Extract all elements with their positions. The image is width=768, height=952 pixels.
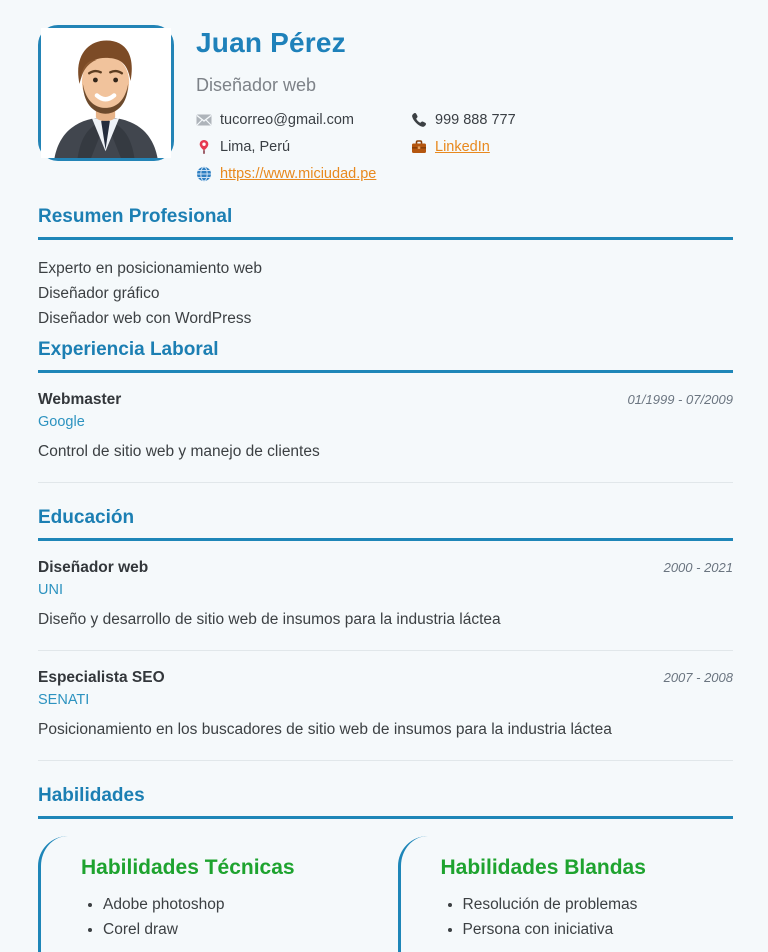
summary-heading: Resumen Profesional	[38, 206, 733, 240]
candidate-name: Juan Pérez	[196, 27, 346, 58]
skill-item: • Corel draw	[103, 917, 374, 942]
section-divider	[38, 482, 733, 483]
education-school: SENATI	[38, 692, 90, 708]
education-entry	[38, 669, 733, 739]
contact-phone-text: 999 888 777	[435, 112, 516, 128]
skill-item: • Adobe photoshop	[103, 892, 374, 917]
location-pin-icon	[196, 139, 212, 155]
education-dates: 2007 - 2008	[663, 670, 733, 685]
education-description: Diseño y desarrollo de sitio web de insumos para la industria láctea	[38, 611, 501, 628]
phone-icon	[411, 112, 427, 128]
resume-header	[38, 25, 733, 182]
skill-list-soft	[441, 892, 734, 942]
contact-phone	[411, 112, 516, 128]
email-icon	[196, 112, 212, 128]
entry-divider	[38, 760, 733, 761]
profile-photo-illustration	[41, 28, 171, 158]
section-summary	[38, 206, 733, 331]
skill-card-title: Habilidades Técnicas	[81, 856, 295, 879]
website-link[interactable]: https://www.miciudad.pe	[220, 166, 377, 182]
experience-dates: 01/1999 - 07/2009	[627, 392, 733, 407]
education-dates: 2000 - 2021	[663, 560, 733, 575]
skill-item: • Persona con iniciativa	[463, 917, 734, 942]
candidate-job-title: Diseñador web	[196, 75, 317, 95]
section-experience	[38, 339, 733, 483]
education-school: UNI	[38, 582, 63, 598]
summary-line: Experto en posicionamiento web	[38, 260, 263, 277]
education-degree: Especialista SEO	[38, 669, 165, 686]
experience-heading: Experiencia Laboral	[38, 339, 733, 373]
contact-location	[196, 139, 411, 155]
profile-photo	[38, 25, 174, 161]
linkedin-link[interactable]: LinkedIn	[435, 139, 490, 155]
skill-card-soft	[398, 836, 734, 952]
contact-location-text: Lima, Perú	[220, 139, 291, 155]
contact-linkedin	[411, 139, 516, 155]
globe-icon	[196, 166, 212, 182]
entry-divider	[38, 650, 733, 651]
contact-email	[196, 112, 411, 128]
skill-item: • Resolución de problemas	[463, 892, 734, 917]
experience-entry	[38, 391, 733, 461]
summary-line: Diseñador gráfico	[38, 285, 160, 302]
experience-role: Webmaster	[38, 391, 122, 408]
skill-list-technical	[81, 892, 374, 942]
education-degree: Diseñador web	[38, 559, 149, 576]
summary-line: Diseñador web con WordPress	[38, 310, 252, 327]
skills-heading: Habilidades	[38, 785, 733, 819]
summary-text	[38, 256, 733, 331]
contact-website	[196, 166, 411, 182]
contact-email-text: tucorreo@gmail.com	[220, 112, 354, 128]
experience-company: Google	[38, 414, 85, 430]
briefcase-icon	[411, 139, 427, 155]
section-skills	[38, 785, 733, 952]
education-description: Posicionamiento en los buscadores de sitio web de insumos para la industria láctea	[38, 721, 612, 738]
header-info	[196, 25, 516, 182]
skill-card-technical	[38, 836, 374, 952]
section-education	[38, 507, 733, 761]
experience-description: Control de sitio web y manejo de clientes	[38, 443, 320, 460]
skills-grid	[38, 836, 733, 952]
education-entry	[38, 559, 733, 629]
education-entry-head	[38, 669, 733, 687]
experience-entry-head	[38, 391, 733, 409]
skill-card-title: Habilidades Blandas	[440, 856, 646, 879]
education-entry-head	[38, 559, 733, 577]
contact-grid	[196, 112, 516, 182]
education-heading: Educación	[38, 507, 733, 541]
